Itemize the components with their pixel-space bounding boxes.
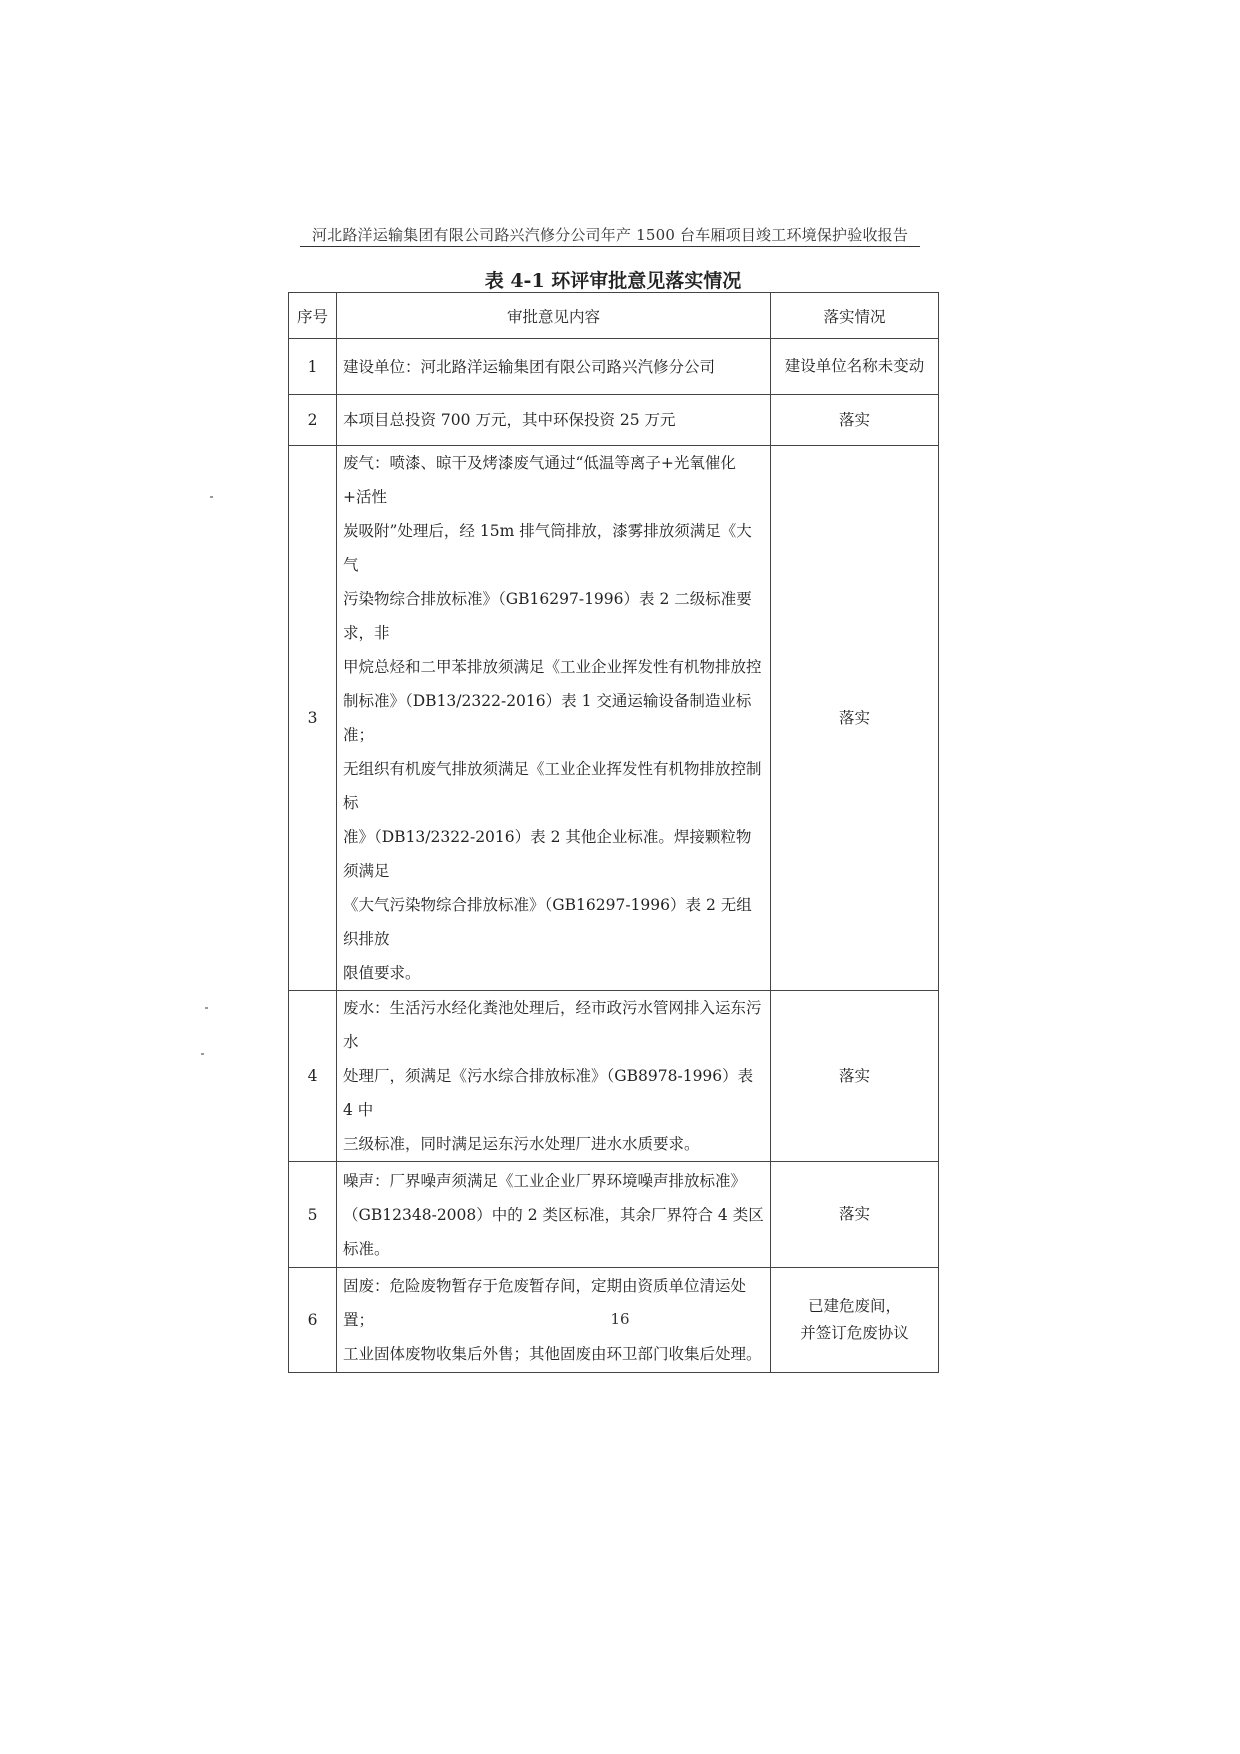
content-line: 三级标准，同时满足运东污水处理厂进水水质要求。 [343, 1135, 700, 1153]
table-row [289, 339, 939, 395]
document-header: 河北路洋运输集团有限公司路兴汽修分公司年产 1500 台车厢项目竣工环境保护验收报告 [311, 226, 909, 244]
row-content [337, 446, 771, 991]
page-number: 16 [610, 1310, 630, 1328]
approval-table [288, 292, 939, 1373]
content-line: 本项目总投资 700 万元，其中环保投资 25 万元 [343, 411, 676, 429]
row-status [771, 339, 939, 395]
row-status [771, 1268, 939, 1373]
content-line: 准》（DB13/2322-2016）表 2 其他企业标准。焊接颗粒物须满足 [343, 828, 752, 880]
content-line: 污染物综合排放标准》（GB16297-1996）表 2 二级标准要求，非 [343, 590, 752, 642]
header-rule [300, 246, 920, 247]
table-header-row [289, 293, 939, 339]
row-number: 6 [289, 1268, 337, 1373]
content-line: 甲烷总烃和二甲苯排放须满足《工业企业挥发性有机物排放控 [343, 658, 762, 676]
row-status [771, 1162, 939, 1268]
content-line: 建设单位：河北路洋运输集团有限公司路兴汽修分公司 [343, 357, 716, 376]
row-status [771, 991, 939, 1162]
scan-speck [205, 1007, 208, 1009]
content-line: 废气：喷漆、晾干及烤漆废气通过“低温等离子+光氧催化+活性 [343, 454, 736, 506]
status-line: 落实 [838, 1066, 870, 1085]
content-line: 处理厂，须满足《污水综合排放标准》（GB8978-1996）表 4 中 [343, 1067, 754, 1119]
table-row [289, 446, 939, 991]
content-line: 《大气污染物综合排放标准》（GB16297-1996）表 2 无组织排放 [343, 896, 752, 948]
content-line: 无组织有机废气排放须满足《工业企业挥发性有机物排放控制标 [343, 760, 762, 812]
row-content [337, 1162, 771, 1268]
row-content [337, 339, 771, 395]
column-header-content: 审批意见内容 [337, 293, 771, 339]
status-line: 落实 [838, 1205, 870, 1223]
status-line: 并签订危废协议 [800, 1324, 909, 1342]
table-row [289, 395, 939, 446]
content-line: 废水：生活污水经化粪池处理后，经市政污水管网排入运东污水 [343, 999, 762, 1051]
row-number: 3 [289, 446, 337, 991]
column-header-no: 序号 [289, 293, 337, 339]
content-line: 限值要求。 [343, 964, 421, 982]
row-number: 2 [289, 395, 337, 446]
row-number: 4 [289, 991, 337, 1162]
content-line: 工业固体废物收集后外售；其他固废由环卫部门收集后处理。 [343, 1345, 762, 1363]
table-title: 表 4-1 环评审批意见落实情况 [484, 270, 742, 292]
row-content [337, 991, 771, 1162]
column-header-status: 落实情况 [771, 293, 939, 339]
row-status [771, 395, 939, 446]
content-line: 噪声：厂界噪声须满足《工业企业厂界环境噪声排放标准》 [343, 1171, 747, 1190]
scan-speck [201, 1053, 204, 1055]
row-number: 5 [289, 1162, 337, 1268]
status-line: 落实 [838, 410, 870, 429]
status-line: 已建危废间， [807, 1297, 901, 1315]
table-row [289, 1162, 939, 1268]
status-line: 建设单位名称未变动 [784, 357, 925, 375]
content-line: 固废：危险废物暂存于危废暂存间，定期由资质单位清运处置； [343, 1277, 747, 1329]
row-content [337, 395, 771, 446]
content-line: 制标准》（DB13/2322-2016）表 1 交通运输设备制造业标准； [343, 692, 752, 744]
row-content [337, 1268, 771, 1373]
row-status [771, 446, 939, 991]
scan-speck [210, 496, 213, 498]
content-line: 炭吸附”处理后，经 15m 排气筒排放，漆雾排放须满足《大气 [343, 522, 752, 574]
status-line: 落实 [838, 708, 870, 727]
content-line: （GB12348-2008）中的 2 类区标准，其余厂界符合 4 类区标准。 [343, 1205, 764, 1258]
row-number: 1 [289, 339, 337, 395]
table-row [289, 991, 939, 1162]
